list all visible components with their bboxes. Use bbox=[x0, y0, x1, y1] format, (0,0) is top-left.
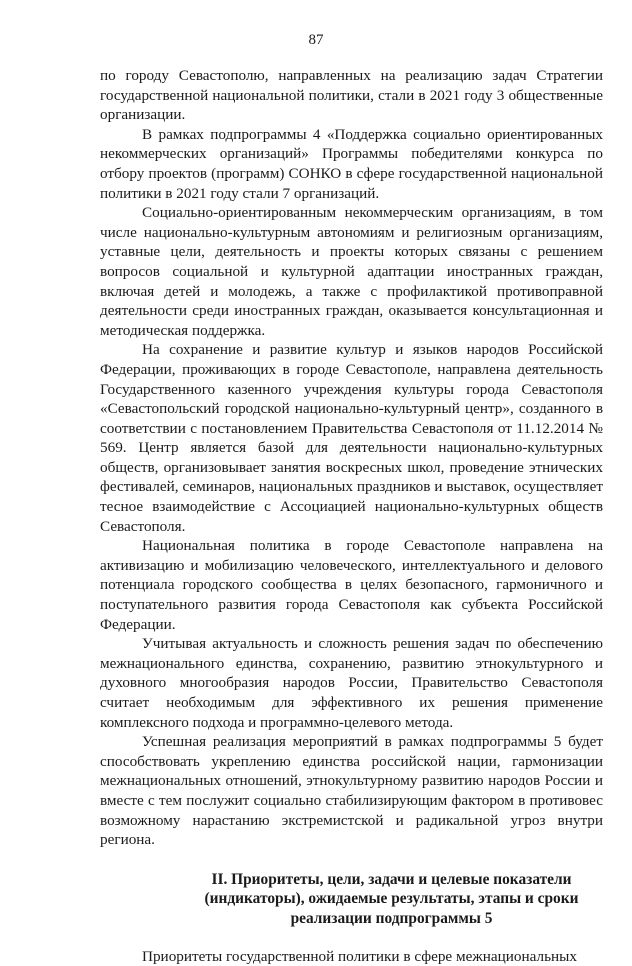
paragraph-subprogram-success: Успешная реализация мероприятий в рамках подпрограммы 5 будет способствовать укреплению единства российской нации, гармонизации межнациональных отношений, этнокультурному развитию народов России и вместе с тем послужит социально стабилизирующим фактором в противовес возможному нарастанию экстремистской и радикальной угроз внутри региона. bbox=[100, 733, 603, 849]
paragraph-continuation: по городу Севастополю, направленных на реализацию задач Стратегии государственной национальной политики, стали в 2021 году 3 общественные организации. bbox=[100, 67, 603, 124]
paragraph-national-policy: Национальная политика в городе Севастополе направлена на активизацию и мобилизацию человеческого, интеллектуального и делового потенциала городского сообщества в целях безопасного, гармоничного и поступательного развития города Севастополя как субъекта Российской Федерации. bbox=[100, 537, 603, 633]
paragraph-priorities: Приоритеты государственной политики в сфере межнациональных bbox=[142, 947, 577, 965]
paragraph-cultural-center: На сохранение и развитие культур и языков народов Российской Федерации, проживающих в городе Севастополе, направлена деятельность Государственного казенного учреждения культуры города Севастополя «Севастопольский городской национально-культурный центр», созданного в соответствии с постановлением Правительства Севастополя от 11.12.2014 № 569. Центр является базой для деятельности национально-культурных обществ, организовывает занятия воскресных школ, проведение этнических фестивалей, семинаров, национальных праздников и выставок, осуществляет тесное взаимодействие с Ассоциацией национально-культурных обществ Севастополя. bbox=[100, 341, 603, 535]
page-number: 87 bbox=[308, 32, 324, 48]
paragraph-nko-consultation: Социально-ориентированным некоммерческим организациям, в том числе национально-культурным автономиям и религиозным организациям, уставные цели, деятельность и проекты которых связаны с решением вопросов социальной и культурной адаптации иностранных граждан, включая детей и молодежь, а также с профилактикой противоправной деятельности среди иностранных граждан, оказывается консультационная и методическая поддержка. bbox=[100, 204, 603, 339]
document-body bbox=[100, 66, 603, 966]
section-heading: II. Приоритеты, цели, задачи и целевые показатели (индикаторы), ожидаемые результаты, этапы и сроки реализации подпрограммы 5 bbox=[204, 870, 579, 927]
paragraph-sonko-support: В рамках подпрограммы 4 «Поддержка социально ориентированных некоммерческих организаций» Программы победителями конкурса по отбору проектов (программ) СОНКО в сфере государственной национальной политики в 2021 году стали 7 организаций. bbox=[100, 125, 603, 202]
paragraph-complex-approach: Учитывая актуальность и сложность решения задач по обеспечению межнационального единства, сохранению, развитию этнокультурного и духовного многообразия народов России, Правительство Севастополя считает необходимым для эффективного их решения применение комплексного подхода и программно-целевого метода. bbox=[100, 635, 603, 731]
